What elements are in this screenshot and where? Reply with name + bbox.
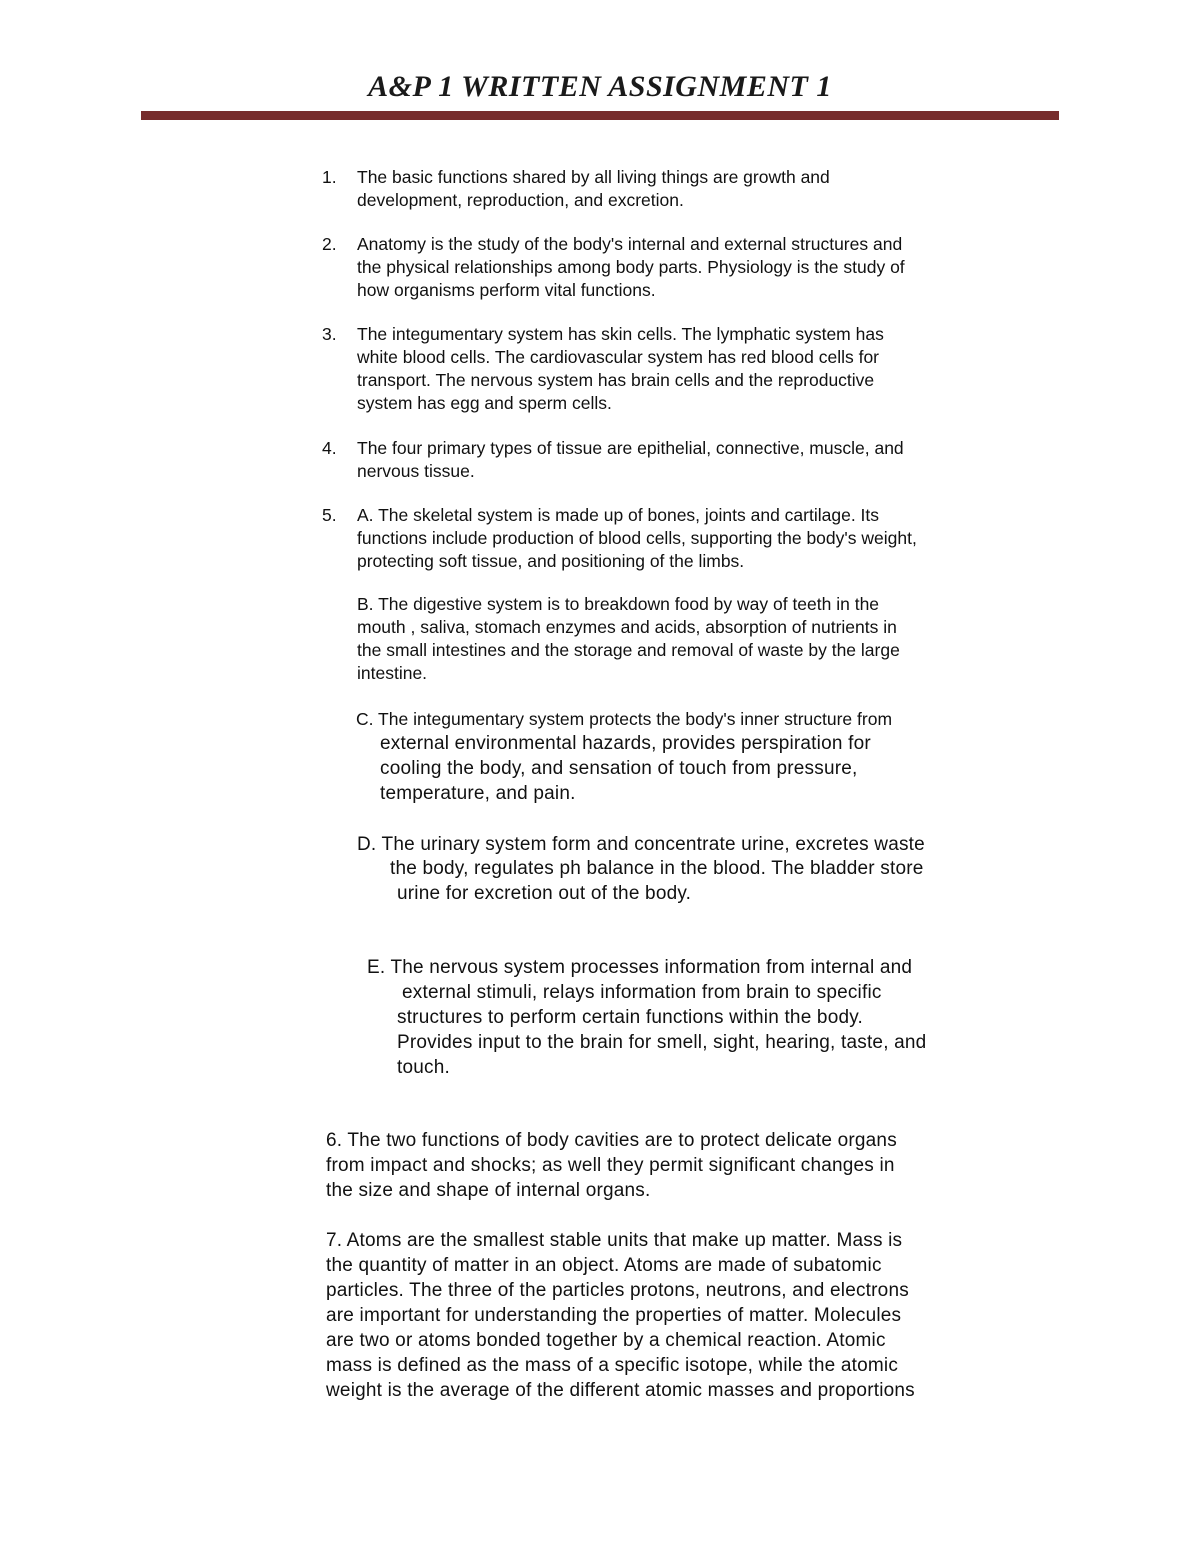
text-line: Anatomy is the study of the body's internal and external structures and (357, 234, 903, 254)
item-number: 3. (322, 324, 337, 344)
text-line: 7. Atoms are the smallest stable units that make up matter. Mass is (326, 1230, 903, 1251)
text-line: the quantity of matter in an object. Atoms are made of subatomic (326, 1255, 882, 1276)
text-line: how organisms perform vital functions. (357, 280, 656, 300)
text-line: are two or atoms bonded together by a chemical reaction. Atomic (326, 1330, 886, 1351)
text-line: external stimuli, relays information from brain to specific (402, 982, 882, 1003)
text-line: weight is the average of the different atomic masses and proportions (326, 1380, 915, 1401)
text-line: from impact and shocks; as well they permit significant changes in (326, 1155, 895, 1176)
text-line: The four primary types of tissue are epithelial, connective, muscle, and (357, 438, 904, 458)
item-number: 1. (322, 167, 337, 187)
text-line: A. The skeletal system is made up of bones, joints and cartilage. Its (357, 505, 880, 525)
text-line: 6. The two functions of body cavities are to protect delicate organs (326, 1130, 897, 1151)
item-5b-text (357, 593, 900, 685)
text-line: mouth , saliva, stomach enzymes and acids, absorption of nutrients in (357, 617, 897, 637)
item-number: 5. (322, 505, 337, 525)
text-line: white blood cells. The cardiovascular system has red blood cells for (357, 347, 880, 367)
text-line: functions include production of blood cells, supporting the body's weight, (357, 528, 917, 548)
text-line: touch. (397, 1057, 450, 1078)
document-title: A&P 1 WRITTEN ASSIGNMENT 1 (368, 70, 832, 103)
paragraph-6 (326, 1128, 897, 1203)
item-4-text (357, 437, 904, 483)
item-number: 4. (322, 438, 337, 458)
text-line: nervous tissue. (357, 461, 475, 481)
text-line: external environmental hazards, provides perspiration for (380, 733, 871, 754)
item-3-text (357, 323, 884, 415)
text-line: C. The integumentary system protects the body's inner structure from (356, 709, 893, 729)
text-line: structures to perform certain functions within the body. (397, 1007, 864, 1028)
text-line: mass is defined as the mass of a specific isotope, while the atomic (326, 1355, 899, 1376)
item-1-text (357, 166, 830, 212)
text-line: D. The urinary system form and concentrate urine, excretes waste (357, 834, 925, 855)
text-line: protecting soft tissue, and positioning of the limbs. (357, 551, 745, 571)
text-line: development, reproduction, and excretion. (357, 190, 684, 210)
item-2-text (357, 233, 905, 302)
item-5a-text (357, 504, 917, 573)
text-line: The integumentary system has skin cells. The lymphatic system has (357, 324, 884, 344)
text-line: urine for excretion out of the body. (397, 883, 692, 904)
text-line: particles. The three of the particles protons, neutrons, and electrons (326, 1280, 909, 1301)
paragraph-7 (326, 1228, 915, 1403)
text-line: transport. The nervous system has brain cells and the reproductive (357, 370, 875, 390)
text-line: the small intestines and the storage and removal of waste by the large (357, 640, 900, 660)
text-line: The basic functions shared by all living things are growth and (357, 167, 830, 187)
text-line: intestine. (357, 663, 428, 683)
text-line: Provides input to the brain for smell, sight, hearing, taste, and (397, 1032, 927, 1053)
text-line: B. The digestive system is to breakdown food by way of teeth in the (357, 594, 880, 614)
text-line: E. The nervous system processes information from internal and (367, 957, 913, 978)
text-line: cooling the body, and sensation of touch from pressure, (380, 758, 858, 779)
text-line: temperature, and pain. (380, 783, 576, 804)
text-line: are important for understanding the properties of matter. Molecules (326, 1305, 902, 1326)
text-line: system has egg and sperm cells. (357, 393, 612, 413)
text-line: the physical relationships among body parts. Physiology is the study of (357, 257, 905, 277)
text-line: the body, regulates ph balance in the blood. The bladder store (390, 858, 924, 879)
title-rule (141, 111, 1059, 120)
text-line: the size and shape of internal organs. (326, 1180, 651, 1201)
item-number: 2. (322, 234, 337, 254)
